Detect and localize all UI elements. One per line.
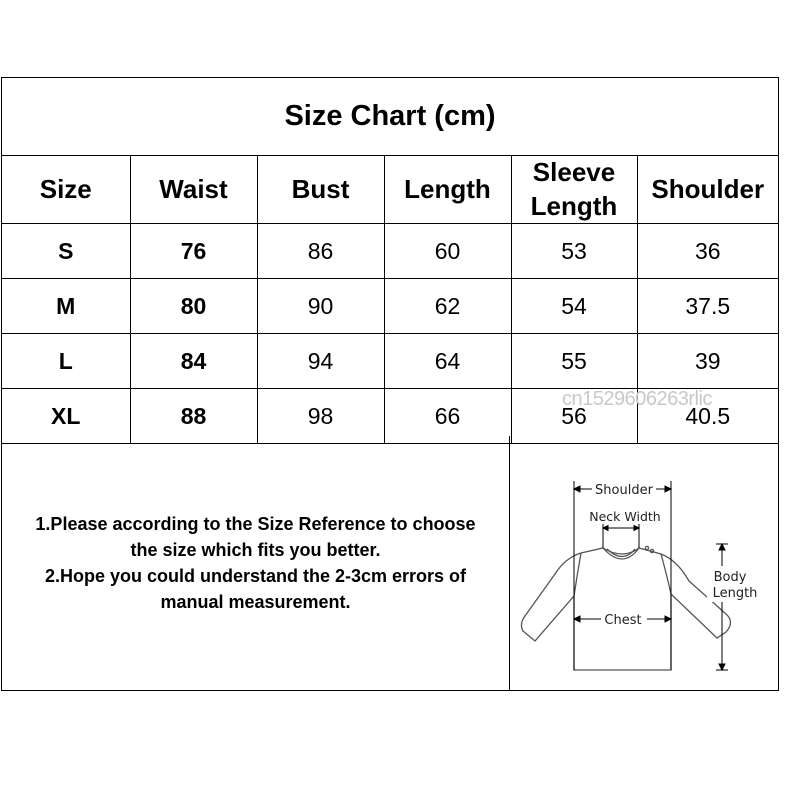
size-chart (1, 77, 779, 691)
waist-cell: 84 (130, 334, 257, 389)
bust-cell: 90 (257, 279, 384, 334)
size-notes (2, 436, 510, 690)
body-length-label-line1: Body (713, 570, 747, 585)
sleeve-cell: 54 (511, 279, 637, 334)
shoulder-cell: 36 (637, 224, 778, 279)
chest-label: Chest (604, 613, 642, 628)
shoulder-cell: 37.5 (637, 279, 778, 334)
neck-width-label: Neck Width (589, 509, 661, 524)
col-sleeve-header: Sleeve Length (511, 155, 637, 224)
col-bust-header: Bust (257, 155, 384, 224)
table-row (2, 334, 778, 389)
shirt-diagram-svg (511, 436, 778, 690)
header-row (2, 155, 778, 224)
length-cell: 60 (384, 224, 511, 279)
waist-cell: 88 (130, 389, 257, 444)
watermark-text: cn1529606263rlic (562, 388, 712, 410)
col-length-header: Length (384, 155, 511, 224)
measurement-diagram (511, 436, 778, 690)
sleeve-cell: 53 (511, 224, 637, 279)
shirt-icon (521, 546, 730, 670)
size-cell: M (2, 279, 130, 334)
size-cell: S (2, 224, 130, 279)
size-cell: XL (2, 389, 130, 444)
sleeve-cell: 55 (511, 334, 637, 389)
table-row (2, 279, 778, 334)
length-cell: 64 (384, 334, 511, 389)
length-cell: 66 (384, 389, 511, 444)
note-line: the size which fits you better. (130, 540, 381, 560)
bottom-section (2, 436, 778, 690)
shoulder-label: Shoulder (595, 483, 653, 498)
chart-title: Size Chart (cm) (2, 78, 778, 156)
note-line: 2.Hope you could understand the 2-3cm errors of (44, 566, 467, 586)
size-cell: L (2, 334, 130, 389)
bust-cell: 86 (257, 224, 384, 279)
bust-cell: 94 (257, 334, 384, 389)
col-shoulder-header: Shoulder (637, 155, 778, 224)
bust-cell: 98 (257, 389, 384, 444)
waist-cell: 76 (130, 224, 257, 279)
sleeve-cell: 56 (511, 389, 637, 444)
body-length-label-line2: Length (712, 586, 758, 601)
note-line: 1.Please according to the Size Reference to choose (35, 514, 476, 534)
waist-cell: 80 (130, 279, 257, 334)
note-line: manual measurement. (160, 592, 351, 612)
table-row (2, 224, 778, 279)
length-cell: 62 (384, 279, 511, 334)
shoulder-cell: 39 (637, 334, 778, 389)
col-size-header: Size (2, 155, 130, 224)
shoulder-cell: 40.5 (637, 389, 778, 444)
col-waist-header: Waist (130, 155, 257, 224)
